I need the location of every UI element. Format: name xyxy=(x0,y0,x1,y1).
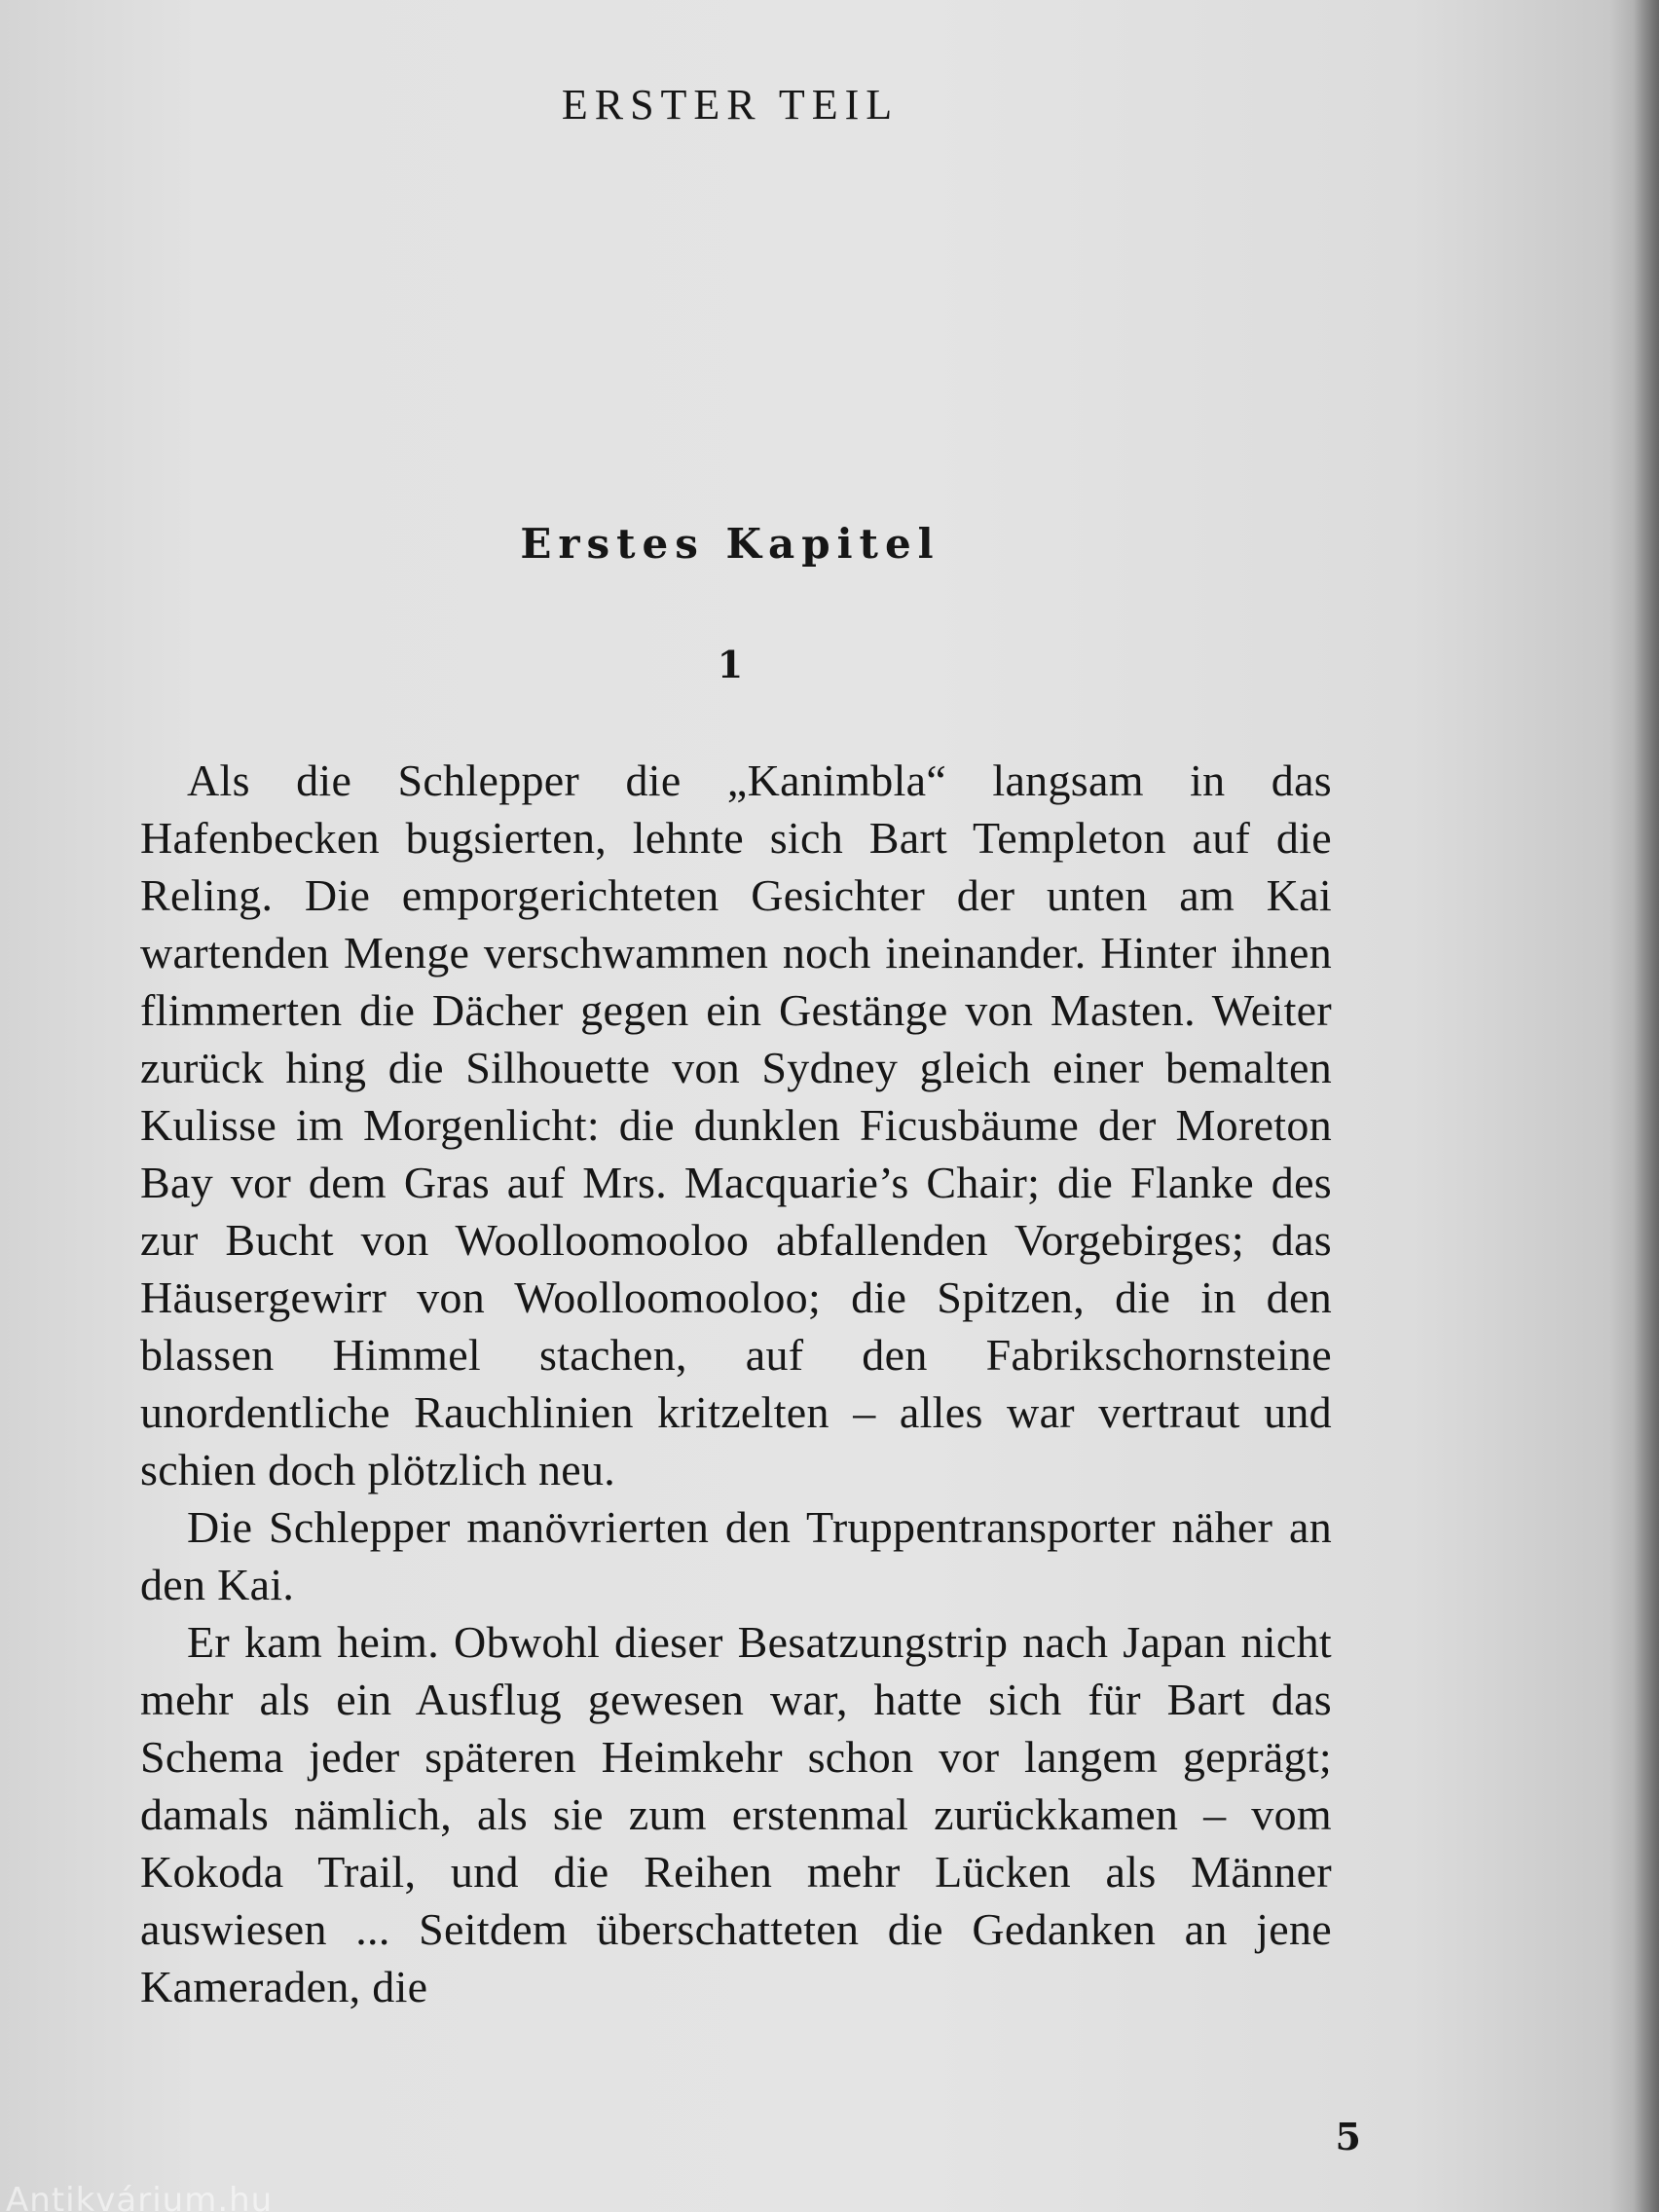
page-edge-shadow xyxy=(1634,0,1659,2212)
section-number: 1 xyxy=(717,643,744,686)
paragraph-2: Die Schlepper manövrierten den Truppentransporter näher an den Kai. xyxy=(140,1502,1332,1609)
chapter-title: Erstes Kapitel xyxy=(520,520,940,568)
body-text xyxy=(140,752,1332,2015)
part-title: ERSTER TEIL xyxy=(561,81,900,129)
watermark: Antikvárium.hu xyxy=(6,2181,274,2212)
paragraph-1: Als die Schlepper die „Kanimbla“ langsam in das Hafenbecken bugsierten, lehnte sich Bart Templeton auf die Reling. Die emporgerichteten Gesichter der unten am Kai wartenden Menge verschwammen noch ineinander. Hinter ihnen flimmerten die Dächer gegen ein Gestänge von Masten. Weiter zurück hing die Silhouette von Sydney gleich einer bemalten Kulisse im Morgenlicht: die dunklen Ficusbäume der Moreton Bay vor dem Gras auf Mrs. Macquarie’s Chair; die Flanke des zur Bucht von Woolloomooloo abfallenden Vorgebirges; das Häusergewirr von Woolloomooloo; die Spitzen, die in den blassen Himmel stachen, auf den Fabrikschornsteine unordentliche Rauchlinien kritzelten – alles war vertraut und schien doch plötzlich neu. xyxy=(140,756,1332,1494)
page-number: 5 xyxy=(1335,2115,1361,2158)
paragraph-3: Er kam heim. Obwohl dieser Besatzungstrip nach Japan nicht mehr als ein Ausflug gewesen war, hatte sich für Bart das Schema jeder späteren Heimkehr schon vor langem geprägt; damals nämlich, als sie zum erstenmal zurückkamen – vom Kokoda Trail, und die Reihen mehr Lücken als Männer auswiesen ... Seitdem überschatteten die Gedanken an jene Kameraden, die xyxy=(140,1617,1332,2011)
